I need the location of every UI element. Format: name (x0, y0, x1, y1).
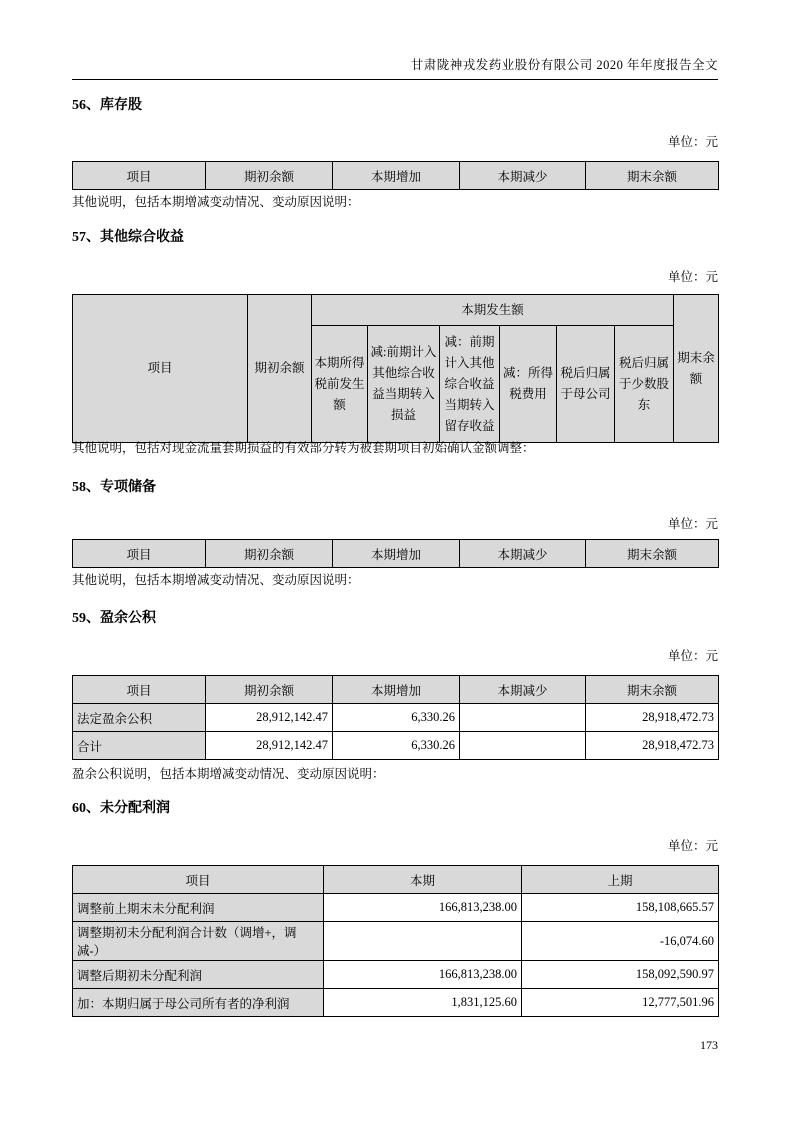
table-header-row (73, 162, 719, 190)
column-subheader: 减:前期计入其他综合收益当期转入损益 (368, 326, 440, 443)
section-heading-60: 60、未分配利润 (72, 801, 170, 816)
section-heading-57: 57、其他综合收益 (72, 230, 184, 245)
column-subheader: 减：前期计入其他综合收益当期转入留存收益 (440, 326, 500, 443)
table-row (73, 922, 719, 961)
row-label: 合计 (73, 732, 206, 760)
section-heading-58: 58、专项储备 (72, 480, 156, 495)
column-header: 项目 (73, 295, 248, 443)
column-header: 期末余额 (586, 676, 719, 704)
column-header: 本期减少 (460, 162, 586, 190)
column-subheader: 税后归属于少数股东 (615, 326, 674, 443)
cell-closing-balance: 28,918,472.73 (586, 732, 719, 760)
cell-decrease (460, 732, 586, 760)
table-row (73, 894, 719, 922)
cell-prior-period: -16,074.60 (522, 922, 719, 961)
column-header: 项目 (73, 540, 206, 568)
table-58-special-reserve (72, 539, 718, 568)
table-header-row (73, 676, 719, 704)
column-header: 本期增加 (333, 676, 460, 704)
unit-label: 单位：元 (667, 839, 718, 853)
column-subheader: 减：所得税费用 (500, 326, 557, 443)
column-header: 上期 (522, 866, 719, 894)
cell-current-period: 166,813,238.00 (324, 961, 522, 989)
section-heading-59: 59、盈余公积 (72, 611, 156, 626)
column-header: 项目 (73, 162, 206, 190)
cell-prior-period: 12,777,501.96 (522, 989, 719, 1017)
section-note: 其他说明，包括本期增减变动情况、变动原因说明： (72, 195, 360, 209)
row-label: 法定盈余公积 (73, 704, 206, 732)
cell-current-period (324, 922, 522, 961)
column-header: 期初余额 (206, 540, 333, 568)
column-header: 期初余额 (248, 295, 312, 443)
column-group-header: 本期发生额 (312, 295, 674, 326)
document-header-title: 甘肃陇神戎发药业股份有限公司 2020 年年度报告全文 (410, 58, 718, 72)
column-header: 本期增加 (333, 162, 460, 190)
section-heading-56: 56、库存股 (72, 98, 142, 113)
cell-current-period: 166,813,238.00 (324, 894, 522, 922)
cell-increase: 6,330.26 (333, 732, 460, 760)
unit-label: 单位：元 (667, 270, 718, 284)
column-header: 期初余额 (206, 676, 333, 704)
column-subheader: 税后归属于母公司 (557, 326, 615, 443)
unit-label: 单位：元 (667, 517, 718, 531)
column-header: 期初余额 (206, 162, 333, 190)
table-59-surplus-reserve (72, 675, 718, 760)
section-note: 其他说明，包括对现金流量套期损益的有效部分转为被套期项目初始确认金额调整： (72, 441, 535, 455)
column-header: 项目 (73, 866, 324, 894)
section-note: 其他说明，包括本期增减变动情况、变动原因说明： (72, 573, 360, 587)
cell-increase: 6,330.26 (333, 704, 460, 732)
table-header-row (73, 295, 719, 326)
column-header: 期末余额 (586, 540, 719, 568)
row-label: 调整前上期末未分配利润 (73, 894, 324, 922)
row-label: 调整期初未分配利润合计数（调增+，调减-） (73, 922, 324, 961)
column-header: 本期减少 (460, 540, 586, 568)
column-header: 本期减少 (460, 676, 586, 704)
column-header: 本期增加 (333, 540, 460, 568)
table-row (73, 961, 719, 989)
unit-label: 单位：元 (667, 135, 718, 149)
table-row (73, 704, 719, 732)
cell-opening-balance: 28,912,142.47 (206, 732, 333, 760)
column-header: 期末余额 (586, 162, 719, 190)
unit-label: 单位：元 (667, 649, 718, 663)
page-number: 173 (700, 1038, 718, 1052)
table-header-row (73, 866, 719, 894)
table-row-total (73, 732, 719, 760)
column-header: 本期 (324, 866, 522, 894)
cell-prior-period: 158,108,665.57 (522, 894, 719, 922)
cell-prior-period: 158,092,590.97 (522, 961, 719, 989)
column-header: 项目 (73, 676, 206, 704)
cell-opening-balance: 28,912,142.47 (206, 704, 333, 732)
column-header: 期末余额 (674, 295, 719, 443)
row-label: 调整后期初未分配利润 (73, 961, 324, 989)
table-row (73, 989, 719, 1017)
column-subheader: 本期所得税前发生额 (312, 326, 368, 443)
cell-closing-balance: 28,918,472.73 (586, 704, 719, 732)
table-57-other-comprehensive-income (72, 294, 718, 443)
header-divider (72, 79, 718, 80)
cell-decrease (460, 704, 586, 732)
row-label: 加：本期归属于母公司所有者的净利润 (73, 989, 324, 1017)
cell-current-period: 1,831,125.60 (324, 989, 522, 1017)
section-note: 盈余公积说明，包括本期增减变动情况、变动原因说明： (72, 767, 385, 781)
table-60-undistributed-profit (72, 865, 718, 1017)
table-header-row (73, 540, 719, 568)
table-56-treasury-stock (72, 161, 718, 190)
